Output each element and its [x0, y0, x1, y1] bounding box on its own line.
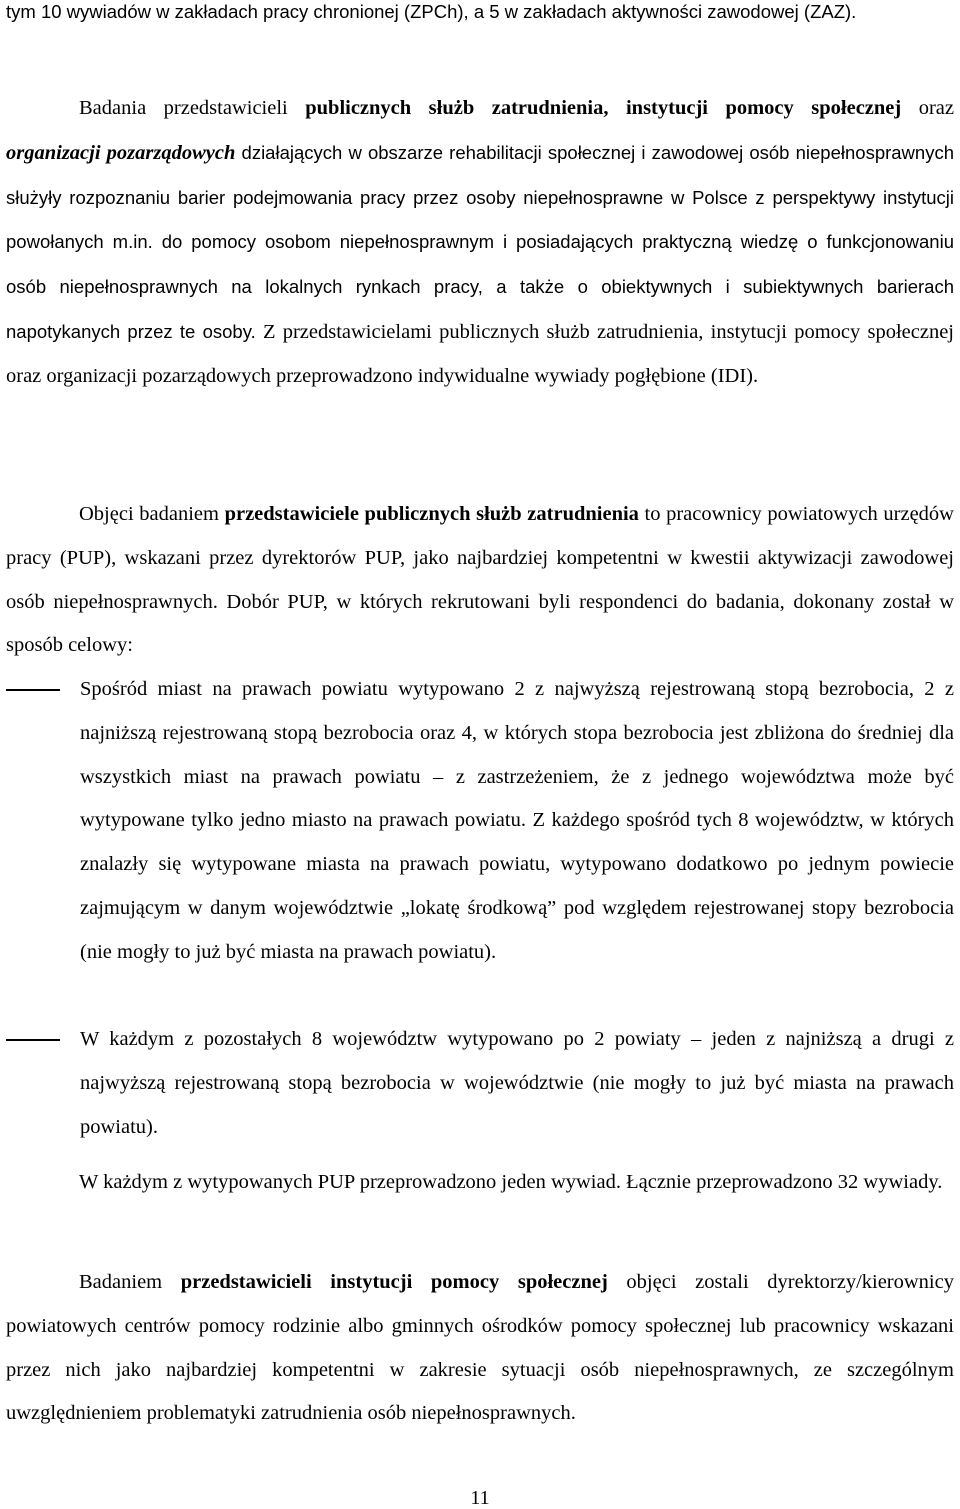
- text-span: Objęci badaniem: [79, 503, 225, 525]
- paragraph-interviews-count: W każdym z wytypowanych PUP przeprowadzono jeden wywiad. Łącznie przeprowadzono 32 wywiady.: [79, 1171, 943, 1193]
- list-item: [6, 1018, 954, 1149]
- text-span: objęci zostali dyrektorzy/kierownicy powiatowych centrów pomocy rodzinie albo gminnych ośrodków pomocy społecznej lub pracownicy wskazani przez nich jako najbardziej kompetentni w zakresie sytuacji osób niepełnosprawnych, ze szczególnym uwzględnieniem problematyki zatrudnienia osób niepełnosprawnych.: [6, 1271, 954, 1425]
- text-span: oraz: [901, 97, 954, 119]
- emphasis-ngo: organizacji pozarządowych: [6, 141, 236, 164]
- text-span: Badaniem: [79, 1271, 181, 1293]
- list-item: [6, 668, 954, 975]
- paragraph-social-assistance: [6, 1261, 954, 1436]
- dash-bullet-icon: [6, 689, 60, 691]
- text-span: Badania przedstawicieli: [79, 97, 306, 119]
- emphasis-public-services-social-assistance: publicznych służb zatrudnienia, instytucji pomocy społecznej: [305, 97, 902, 119]
- emphasis-social-assistance-representatives: przedstawicieli instytucji pomocy społecznej: [180, 1271, 608, 1293]
- page-number: 11: [470, 1487, 490, 1509]
- paragraph-zpch-zaz: tym 10 wywiadów w zakładach pracy chronionej (ZPCh), a 5 w zakładach aktywności zawodowej (ZAZ).: [6, 1, 857, 22]
- text-span-sans: działających w obszarze rehabilitacji społecznej i zawodowej osób niepełnosprawnych służyły rozpoznaniu barier podejmowania pracy przez osoby niepełnosprawne w Polsce z perspektywy instytucji powołanych m.in. do pomocy osobom niepełnosprawnym i posiadających praktyczną wiedzę o funkcjonowaniu osób niepełnosprawnych na lokalnych rynkach pracy, a także o obiektywnych i subiektywnych barierach napotykanych przez te osoby.: [6, 141, 954, 342]
- paragraph-pup-representatives: [6, 493, 954, 668]
- list-item-text: Spośród miast na prawach powiatu wytypowano 2 z najwyższą rejestrowaną stopą bezrobocia, 2 z najniższą rejestrowaną stopą bezrobocia oraz 4, w których stopa bezrobocia jest zbliżona do średniej dla wszystkich miast na prawach powiatu – z zastrzeżeniem, że z jednego województwa może być wytypowane tylko jedno miasto na prawach powiatu. Z każdego spośród tych 8 województw, w których znalazły się wytypowane miasta na prawach powiatu, wytypowano dodatkowo po jednym powiecie zajmującym w danym województwie „lokatę środkową” pod względem rejestrowanej stopy bezrobocia (nie mogły to już być miasta na prawach powiatu).: [80, 678, 954, 963]
- dash-bullet-icon: [6, 1039, 60, 1041]
- list-item-text: W każdym z pozostałych 8 województw wytypowano po 2 powiaty – jeden z najniższą a drugi z najwyższą rejestrowaną stopą bezrobocia w województwie (nie mogły to już być miasta na prawach powiatu).: [80, 1028, 954, 1138]
- text-span: Z przedstawicielami publicznych służb zatrudnienia, instytucji pomocy społecznej oraz organizacji pozarządowych przeprowadzono indywidualne wywiady pogłębione (IDI).: [6, 320, 954, 387]
- emphasis-pup-representatives: przedstawiciele publicznych służb zatrudnienia: [224, 503, 639, 525]
- paragraph-institutions-research: [6, 87, 954, 399]
- text-span: to pracownicy powiatowych urzędów pracy (PUP), wskazani przez dyrektorów PUP, jako najbardziej kompetentni w kwestii aktywizacji zawodowej osób niepełnosprawnych. Dobór PUP, w których rekrutowani byli respondenci do badania, dokonany został w sposób celowy:: [6, 503, 954, 657]
